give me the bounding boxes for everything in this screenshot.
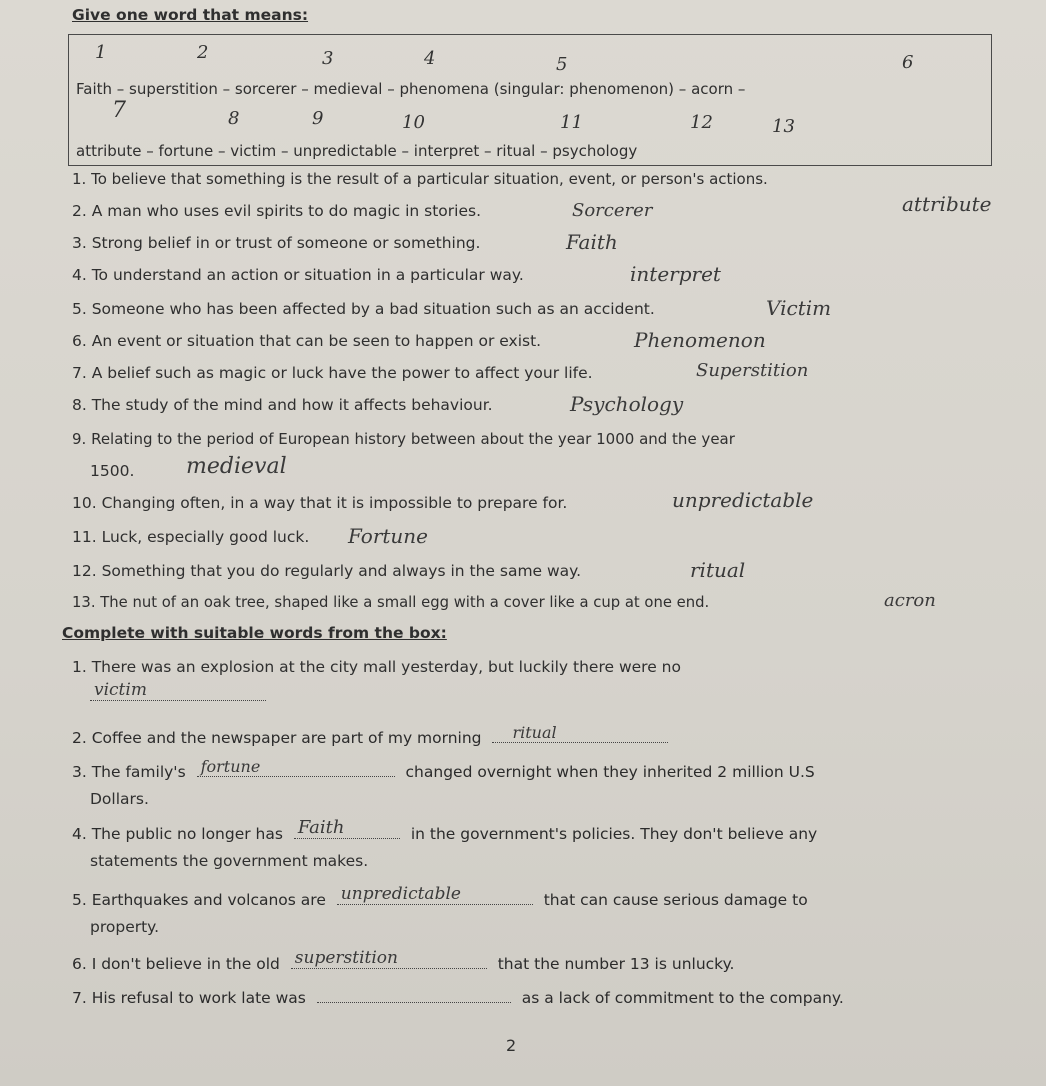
question-1: 1. There was an explosion at the city mall yesterday, but luckily there were no <box>72 658 681 676</box>
definition-1: 1. To believe that something is the result of a particular situation, event, or person's actions. <box>72 170 768 188</box>
question-3-text-after: changed overnight when they inherited 2 million U.S <box>405 763 815 781</box>
definition-11: 11. Luck, especially good luck. <box>72 528 310 546</box>
definition-7: 7. A belief such as magic or luck have the power to affect your life. <box>72 364 593 382</box>
box-number-12: 12 <box>690 112 713 133</box>
question-4-line2: statements the government makes. <box>90 852 369 870</box>
answer-3: Faith <box>566 230 618 254</box>
box-number-3: 3 <box>322 48 334 69</box>
question-3-blank[interactable] <box>197 758 395 777</box>
answer-11: Fortune <box>348 524 429 548</box>
box-number-13: 13 <box>772 116 795 137</box>
question-1-blank-row <box>90 682 266 705</box>
question-1-answer: victim <box>94 680 147 700</box>
question-5-line2: property. <box>90 918 160 936</box>
definition-4: 4. To understand an action or situation in a particular way. <box>72 266 524 284</box>
section1-heading: Give one word that means: <box>72 6 309 24</box>
question-2-answer: ritual <box>512 723 557 742</box>
question-5-text-after: that can cause serious damage to <box>543 891 808 909</box>
definition-9-cont: 1500. <box>90 462 135 480</box>
definition-6: 6. An event or situation that can be seen to happen or exist. <box>72 332 542 350</box>
question-3 <box>72 758 815 781</box>
definition-13: 13. The nut of an oak tree, shaped like a small egg with a cover like a cup at one end. <box>72 594 710 611</box>
answer-2: Sorcerer <box>572 200 653 221</box>
question-6-blank[interactable] <box>291 950 487 969</box>
question-7-text-after: as a lack of commitment to the company. <box>521 989 844 1007</box>
question-5-blank[interactable] <box>337 886 533 905</box>
box-number-7: 7 <box>112 98 126 123</box>
definition-9: 9. Relating to the period of European history between about the year 1000 and the year <box>72 430 735 448</box>
box-number-5: 5 <box>556 54 568 75</box>
answer-6: Phenomenon <box>634 328 766 352</box>
question-6-text-after: that the number 13 is unlucky. <box>497 955 735 973</box>
question-3-answer: fortune <box>200 757 261 776</box>
answer-4: interpret <box>630 262 721 286</box>
answer-1: attribute <box>902 192 992 216</box>
definition-5: 5. Someone who has been affected by a bad situation such as an accident. <box>72 300 655 318</box>
question-4-text-after: in the government's policies. They don't believe any <box>410 825 818 843</box>
question-5 <box>72 886 808 909</box>
box-line-2: attribute – fortune – victim – unpredictable – interpret – ritual – psychology <box>76 142 638 160</box>
answer-5: Victim <box>766 296 832 320</box>
question-4-answer: Faith <box>297 817 345 838</box>
question-2-text: 2. Coffee and the newspaper are part of my morning <box>72 729 482 747</box>
question-7-blank[interactable] <box>317 984 511 1003</box>
box-number-4: 4 <box>424 48 436 69</box>
question-6-text: 6. I don't believe in the old <box>72 955 280 973</box>
answer-7: Superstition <box>696 360 809 381</box>
page-number: 2 <box>506 1036 517 1055</box>
answer-12: ritual <box>690 558 746 582</box>
definition-3: 3. Strong belief in or trust of someone or something. <box>72 234 481 252</box>
box-number-6: 6 <box>902 52 914 73</box>
definition-12: 12. Something that you do regularly and always in the same way. <box>72 562 582 580</box>
question-4 <box>72 817 818 843</box>
definition-8: 8. The study of the mind and how it affects behaviour. <box>72 396 493 414</box>
definition-2: 2. A man who uses evil spirits to do magic in stories. <box>72 202 482 220</box>
answer-13: acron <box>884 590 936 611</box>
question-5-answer: unpredictable <box>340 884 461 904</box>
question-6-answer: superstition <box>294 948 398 968</box>
question-7 <box>72 984 844 1007</box>
question-7-text: 7. His refusal to work late was <box>72 989 306 1007</box>
question-3-line2: Dollars. <box>90 790 149 808</box>
box-line-1: Faith – superstition – sorcerer – medieval – phenomena (singular: phenomenon) – acorn – <box>76 80 746 98</box>
section2-heading: Complete with suitable words from the box: <box>62 624 447 642</box>
box-number-11: 11 <box>560 112 583 133</box>
question-5-text: 5. Earthquakes and volcanos are <box>72 891 326 909</box>
question-4-blank[interactable] <box>294 817 400 839</box>
question-2-blank[interactable] <box>492 724 668 743</box>
question-6 <box>72 950 734 973</box>
answer-9: medieval <box>186 454 287 479</box>
question-1-blank[interactable] <box>90 682 266 701</box>
box-number-8: 8 <box>228 108 240 129</box>
box-number-9: 9 <box>312 108 324 129</box>
question-4-text: 4. The public no longer has <box>72 825 283 843</box>
answer-8: Psychology <box>570 392 684 416</box>
question-2 <box>72 724 668 747</box>
box-number-1: 1 <box>95 42 107 63</box>
box-number-10: 10 <box>402 112 425 133</box>
box-number-2: 2 <box>197 42 209 63</box>
question-3-text: 3. The family's <box>72 763 186 781</box>
definition-10: 10. Changing often, in a way that it is impossible to prepare for. <box>72 494 568 512</box>
answer-10: unpredictable <box>672 488 814 512</box>
